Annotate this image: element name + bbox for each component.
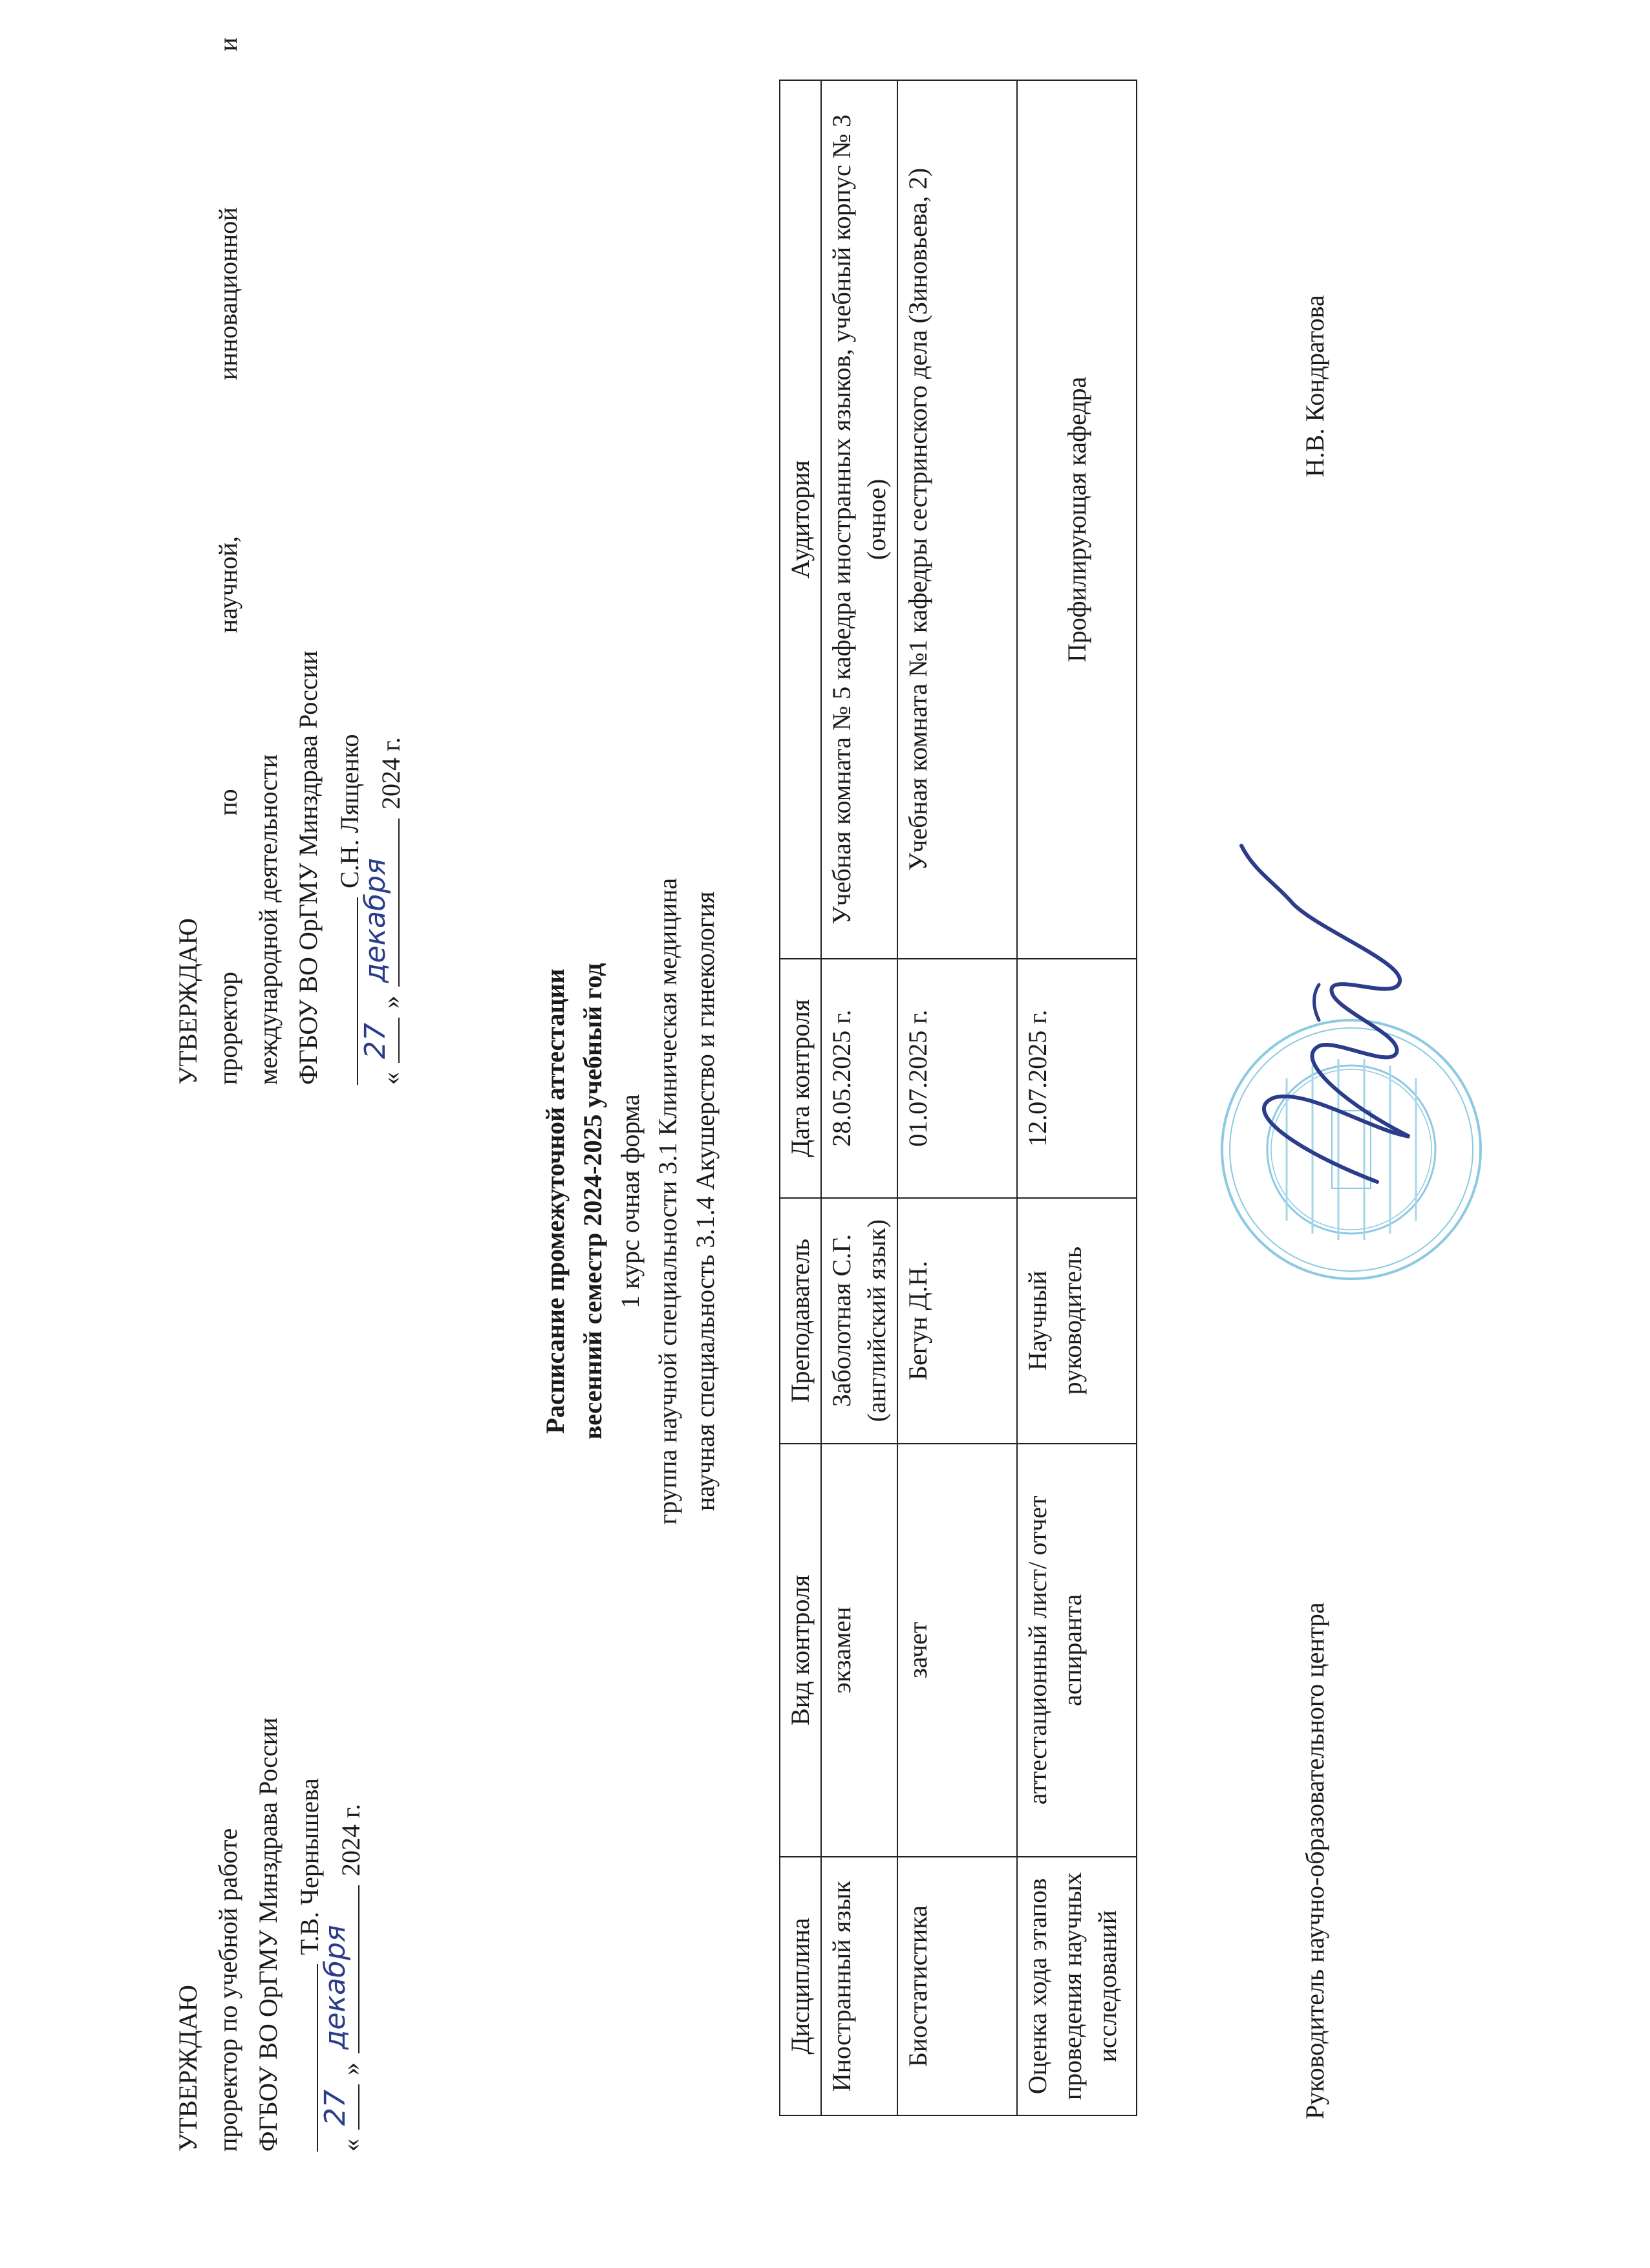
- cell-teacher: Заболотная С.Г. (английский язык): [821, 1198, 897, 1444]
- date-month: декабря: [359, 858, 392, 983]
- cell-control-type: аттестационный лист/ отчет аспиранта: [1017, 1444, 1137, 1857]
- cell-teacher: Бегун Д.Н.: [897, 1198, 1017, 1444]
- approval-date-line: « 27 » декабря 2024 г.: [330, 1408, 371, 2152]
- signature-blank: [288, 1964, 318, 2152]
- date-year: 2024 г.: [336, 1804, 365, 1876]
- table-row: [1017, 80, 1137, 2115]
- cell-room: Учебная комната № 5 кафедра иностранных языков, учебный корпус № 3 (очное): [821, 80, 897, 959]
- cell-control-type: экзамен: [821, 1444, 897, 1857]
- header-teacher: Преподаватель: [780, 1198, 821, 1444]
- cell-date: 12.07.2025 г.: [1017, 959, 1137, 1198]
- approval-position-line2: международной деятельности: [253, 754, 283, 1085]
- table-row: [897, 80, 1017, 2115]
- cell-control-type: зачет: [897, 1444, 1017, 1857]
- date-month: декабря: [319, 1925, 352, 2049]
- handwritten-signature-icon: [1216, 807, 1448, 1208]
- date-day-blank: [319, 2084, 359, 2130]
- signature-blank: [328, 897, 358, 1085]
- date-day: 27: [319, 2090, 352, 2126]
- date-month-blank: [319, 1885, 359, 2053]
- date-day-blank: [359, 1018, 400, 1063]
- date-day: 27: [359, 1023, 392, 1059]
- table-header-row: [780, 80, 821, 2115]
- approval-position: проректор по учебной работе: [213, 1828, 242, 2152]
- document-title: Расписание промежуточной аттестации: [541, 968, 570, 1434]
- approval-heading: УТВЕРЖДАЮ: [173, 918, 202, 1085]
- cell-discipline: Биостатистика: [897, 1857, 1017, 2115]
- date-year: 2024 г.: [376, 737, 405, 809]
- cell-teacher: Научный руководитель: [1017, 1198, 1137, 1444]
- document-course: 1 курс очная форма: [616, 1094, 645, 1309]
- document-semester: весенний семестр 2024-2025 учебный год: [578, 963, 607, 1440]
- approval-position: проректор по научной, инновационной и: [213, 37, 242, 1085]
- cell-date: 28.05.2025 г.: [821, 959, 897, 1198]
- table-row: [821, 80, 897, 2115]
- document-title-block: [537, 587, 724, 1815]
- footer-name: Н.В. Кондратова: [1300, 295, 1329, 477]
- cell-date: 01.07.2025 г.: [897, 959, 1017, 1198]
- header-date: Дата контроля: [780, 959, 821, 1198]
- document-group: группа научной специальности 3.1 Клиническая медицина: [653, 877, 682, 1525]
- approval-signer: Т.В. Чернышева: [295, 1778, 324, 1955]
- approval-heading: УТВЕРЖДАЮ: [173, 1985, 202, 2152]
- cell-room: Учебная комната №1 кафедры сестринского дела (Зиновьева, 2): [897, 80, 1017, 959]
- header-control-type: Вид контроля: [780, 1444, 821, 1857]
- cell-discipline: Оценка хода этапов проведения научных исследований: [1017, 1857, 1137, 2115]
- approval-date-line: « 27 » декабря 2024 г.: [370, 37, 411, 1085]
- approval-block-right: [168, 37, 411, 1085]
- approval-block-left: [168, 1408, 371, 2152]
- cell-room: Профилирующая кафедра: [1017, 80, 1137, 959]
- date-month-blank: [359, 818, 400, 987]
- approval-org: ФГБОУ ВО ОрГМУ Минздрава России: [294, 650, 323, 1085]
- approval-signer: С.Н. Лященко: [335, 734, 364, 888]
- document-specialty: научная специальность 3.1.4 Акушерство и гинекология: [691, 891, 720, 1512]
- cell-discipline: Иностранный язык: [821, 1857, 897, 2115]
- approval-org: ФГБОУ ВО ОрГМУ Минздрава России: [253, 1717, 283, 2152]
- schedule-table: [779, 80, 1137, 2116]
- footer-position: Руководитель научно-образовательного центра: [1300, 1602, 1329, 2119]
- header-discipline: Дисциплина: [780, 1857, 821, 2115]
- header-room: Аудитория: [780, 80, 821, 959]
